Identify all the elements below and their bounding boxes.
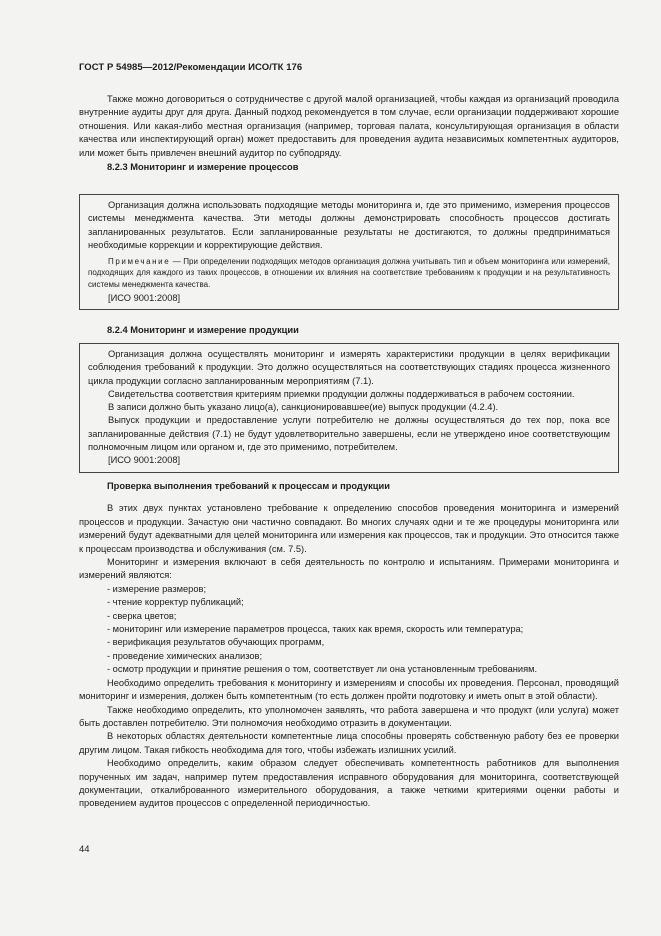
section-824-p4: Выпуск продукции и предоставление услуги потребителю не должны осуществляться до тех пор, пока все запланированные действия (7.1) не будут удовлетворительно завершены, если не утверждено иное соответствующим полномочным лицом или органом и, где это применимо, потребителем. (88, 415, 610, 453)
section-824-p3: В записи должно быть указано лицо(а), санкционировавшее(ие) выпуск продукции (4.2.4). (108, 402, 499, 413)
list-item: - проведение химических анализов; (107, 650, 263, 661)
section-824-ref: [ИСО 9001:2008] (108, 455, 181, 466)
list-item: - чтение корректур публикаций; (107, 597, 244, 608)
list-item: - верификация результатов обучающих программ, (107, 637, 325, 648)
section-824-heading-block (79, 324, 619, 337)
section-824-box (79, 343, 619, 473)
note-text: — При определении подходящих методов организация должна учитывать тип и объем мониторинга или измерений, подходящих для каждого из таких процессов, в отношении их влияния на соответствие требованиям к продукции и на результативность системы менеджмента качества. (88, 257, 610, 289)
section-check-p1: В этих двух пунктах установлено требование к определению способов проведения мониторинга и измерений процессов и продукции. Зачастую они частично совпадают. Во многих случаях одни и те же процедуры мониторинга или измерений будут адекватными для целей мониторинга или измерения как процессов, так и продукции. Это относится также к процессам производства и обслуживания (см. 7.5). (79, 503, 619, 554)
section-check-p5: В некоторых областях деятельности компетентные лица способны проверять собственную работу без ее проверки другим лицом. Такая гибкость необходима для того, чтобы избежать излишних усилий. (79, 731, 619, 755)
list-item: - сверка цветов; (107, 610, 177, 621)
page-number: 44 (79, 844, 90, 855)
list-item: - мониторинг или измерение параметров процесса, таких как время, скорость или температура; (107, 624, 524, 635)
section-check-p2: Мониторинг и измерения включают в себя деятельность по контролю и испытаниям. Примерами мониторинга и измерений являются: (79, 557, 619, 581)
section-824-p1: Организация должна осуществлять мониторинг и измерять характеристики продукции в целях верификации соблюдения требований к продукции. Это должно осуществляться на соответствующих стадиях процесса жизненного цикла продукции согласно запланированным мероприятиям (7.1). (88, 349, 610, 386)
intro-block (79, 93, 619, 174)
section-check-heading: Проверка выполнения требований к процессам и продукции (107, 481, 390, 491)
section-check (79, 480, 619, 811)
section-823-text: Организация должна использовать подходящие методы мониторинга и, где это применимо, измерения процессов системы менеджмента качества. Эти методы должны демонстрировать способность процессов достигать запланированных результатов. Если запланированные результаты не достигаются, то должны предприниматься необходимые коррекции и корректирующие действия. (88, 200, 610, 250)
section-823-ref: [ИСО 9001:2008] (108, 292, 181, 303)
intro-paragraph: Также можно договориться о сотрудничестве с другой малой организацией, чтобы каждая из организаций проводила внутренние аудиты друг для друга. Данный подход рекомендуется в том случае, если организации поддерживают хорошие отношения. Или какая-либо местная организация (например, торговая палата, консультирующая организация в области качества или инспектирующий орган) может предоставить для проведения аудита независимых компетентных аудиторов, или может быть привлечен внешний аудитор по субподряду. (79, 94, 619, 158)
section-check-p3: Необходимо определить требования к мониторингу и измерениям и способы их проведения. Персонал, проводящий мониторинг и измерения, должен быть компетентным (то есть должен пройти подготовку и иметь опыт в этой области). (79, 677, 619, 702)
note-label: Примечание (108, 257, 171, 267)
section-823-note (88, 256, 610, 290)
section-824-p2: Свидетельства соответствия критериям приемки продукции должны поддерживаться в рабочем состоянии. (108, 388, 575, 399)
page-header: ГОСТ Р 54985—2012/Рекомендации ИСО/ТК 176 (79, 62, 303, 73)
list-item: - измерение размеров; (107, 583, 207, 594)
section-check-p4: Также необходимо определить, кто уполномочен заявлять, что работа завершена и что продукт (или услуга) может быть доставлен потребителю. Эти полномочия необходимо отразить в документации. (79, 704, 619, 728)
list-item: - осмотр продукции и принятие решения о том, соответствует ли она установленным требованиям. (107, 664, 538, 675)
section-823-heading: 8.2.3 Мониторинг и измерение процессов (107, 162, 299, 173)
section-824-heading: 8.2.4 Мониторинг и измерение продукции (107, 325, 299, 335)
section-check-p6: Необходимо определить, каким образом следует обеспечивать компетентность работников для выполнения порученных им задач, например путем предоставления исправного оборудования для мониторинга, соответствующей документации, откалиброванного измерительного оборудования, а также четкими критериями оценки работы и проведением аудитов процессов с определенной периодичностью. (79, 758, 619, 809)
section-823-box (79, 194, 619, 310)
